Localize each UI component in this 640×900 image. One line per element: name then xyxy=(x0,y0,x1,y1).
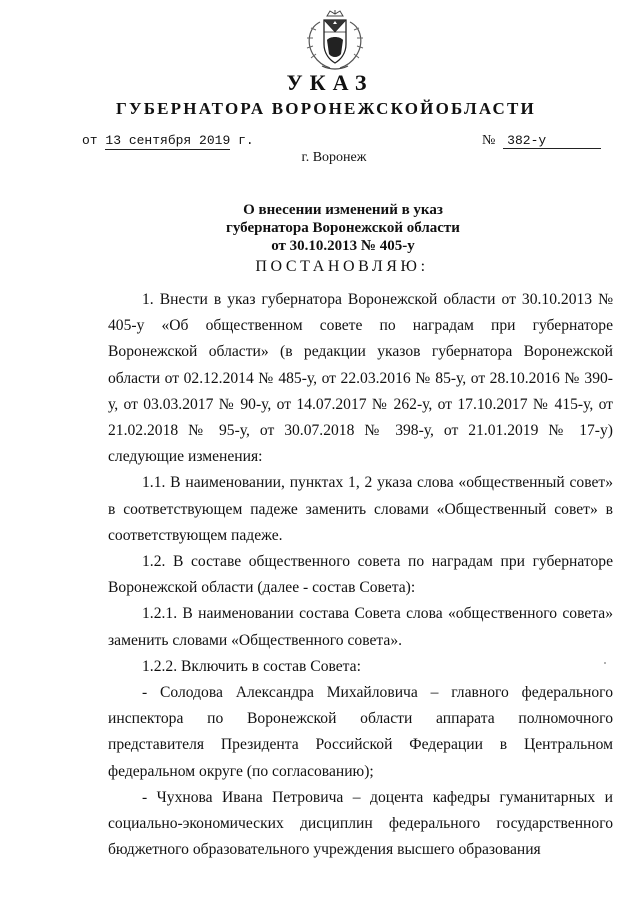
scan-speck xyxy=(604,662,606,664)
issuer-title: ГУБЕРНАТОРА ВОРОНЕЖСКОЙОБЛАСТИ xyxy=(116,99,536,118)
coat-of-arms-emblem xyxy=(300,10,370,72)
decree-heading: ПОСТАНОВЛЯЮ: xyxy=(255,258,429,275)
city-line: г. Воронеж xyxy=(301,150,367,165)
date-suffix: г. xyxy=(238,133,254,148)
document-number xyxy=(482,133,601,149)
document-body xyxy=(108,287,613,863)
list-item-member-2: - Чухнова Ивана Петровича – доцента кафедры гуманитарных и социально-экономических дисциплин федерального государственного бюджетного образовательного учреждения высшего образования xyxy=(108,788,613,859)
document-date xyxy=(82,133,254,148)
subject-line-2: губернатора Воронежской области xyxy=(226,220,460,236)
paragraph-1-2-1: 1.2.1. В наименовании состава Совета слова «общественного совета» заменить словами «Общественного совета». xyxy=(108,605,613,649)
paragraph-1-2-2: 1.2.2. Включить в состав Совета: xyxy=(142,657,361,675)
document-subject xyxy=(0,201,640,255)
paragraph-1: 1. Внести в указ губернатора Воронежской области от 30.10.2013 № 405-у «Об общественном совете по наградам при губернаторе Воронежской области» (в редакции указов губернатора Воронежской области от 02.12.2014 № 485-у, от 22.03.2016 № 85-у, от 28.10.2016 № 390-у, от 03.03.2017 № 90-у, от 14.07.2017 № 262-у, от 17.10.2017 № 415-у, от 21.02.2018 № 95-у, от 30.07.2018 № 398-у, от 21.01.2019 № 17-у) следующие изменения: xyxy=(108,291,613,466)
number-value: 382-у xyxy=(503,133,601,149)
number-sign: № xyxy=(482,133,496,148)
paragraph-1-2: 1.2. В составе общественного совета по наградам при губернаторе Воронежской области (далее - состав Совета): xyxy=(108,553,613,597)
date-value: 13 сентября 2019 xyxy=(105,133,231,148)
subject-line-3: от 30.10.2013 № 405-у xyxy=(271,238,415,254)
list-item-member-1: - Солодова Александра Михайловича – главного федерального инспектора по Воронежской области аппарата полномочного представителя Президента Российской Федерации в Центральном федеральном округе (по согласованию); xyxy=(108,684,613,780)
date-prefix: от xyxy=(82,133,98,148)
paragraph-1-1: 1.1. В наименовании, пунктах 1, 2 указа слова «общественный совет» в соответствующем падеже заменить словами «Общественный совет» в соответствующем падеже. xyxy=(108,474,613,544)
document-type-title: УКАЗ xyxy=(286,70,374,95)
subject-line-1: О внесении изменений в указ xyxy=(243,202,443,218)
